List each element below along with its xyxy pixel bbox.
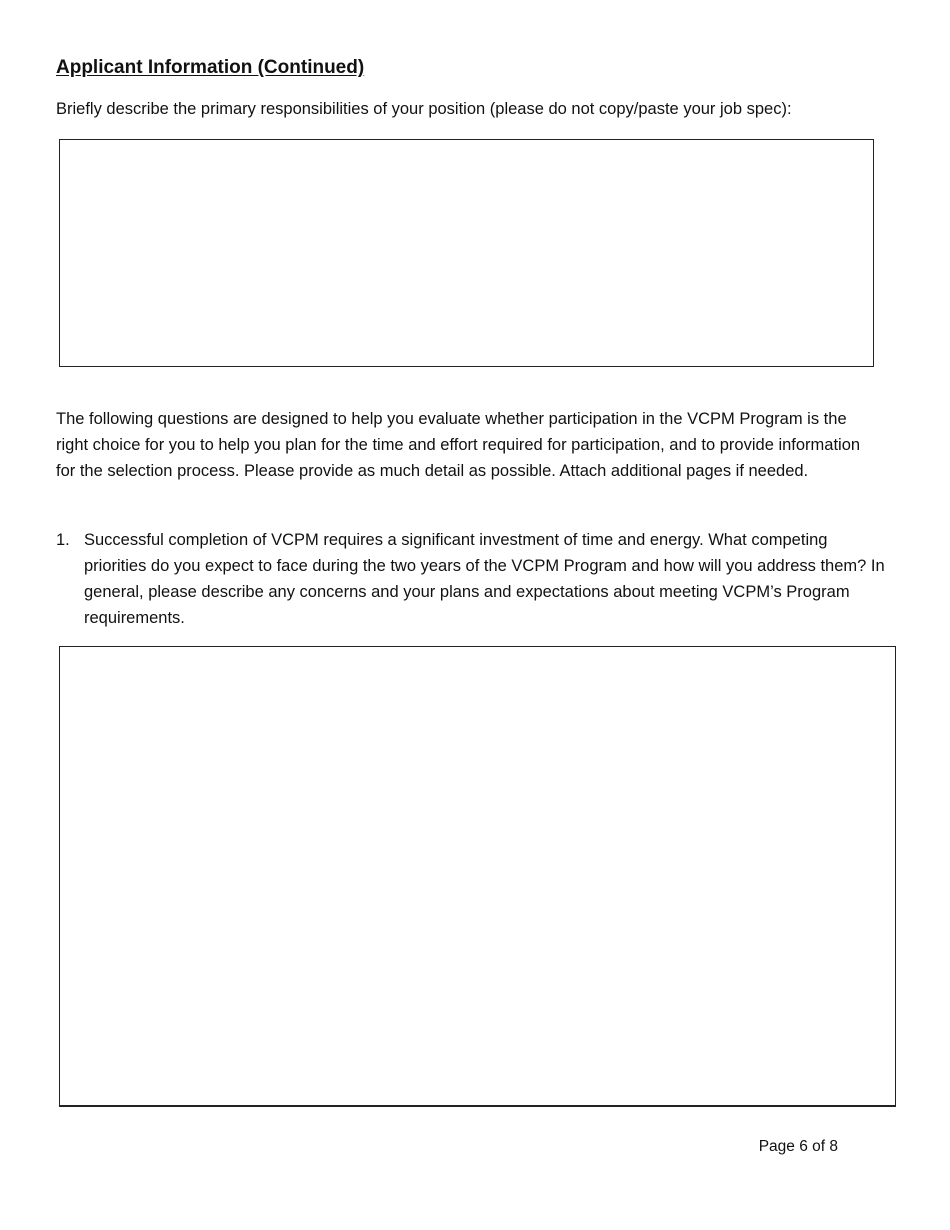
responsibilities-prompt: Briefly describe the primary responsibilities of your position (please do not copy/paste your job spec): (56, 100, 792, 118)
question-1-answer-box[interactable] (59, 646, 896, 1107)
question-text: Successful completion of VCPM requires a significant investment of time and energy. What competing priorities do you expect to face during the two years of the VCPM Program and how will you address them? In general, please describe any concerns and your plans and expectations about meeting VCPM’s Program requirements. (84, 531, 885, 627)
section-heading: Applicant Information (Continued) (56, 57, 365, 78)
page-number: Page 6 of 8 (758, 1138, 838, 1155)
question-item (56, 527, 886, 631)
responsibilities-answer-box[interactable] (59, 139, 874, 367)
question-number: 1. (56, 531, 70, 549)
intro-paragraph: The following questions are designed to help you evaluate whether participation in the VCPM Program is the right choice for you to help you plan for the time and effort required for participation, and to provide information for the selection process. Please provide as much detail as possible. Attach additional pages if needed. (56, 410, 861, 480)
